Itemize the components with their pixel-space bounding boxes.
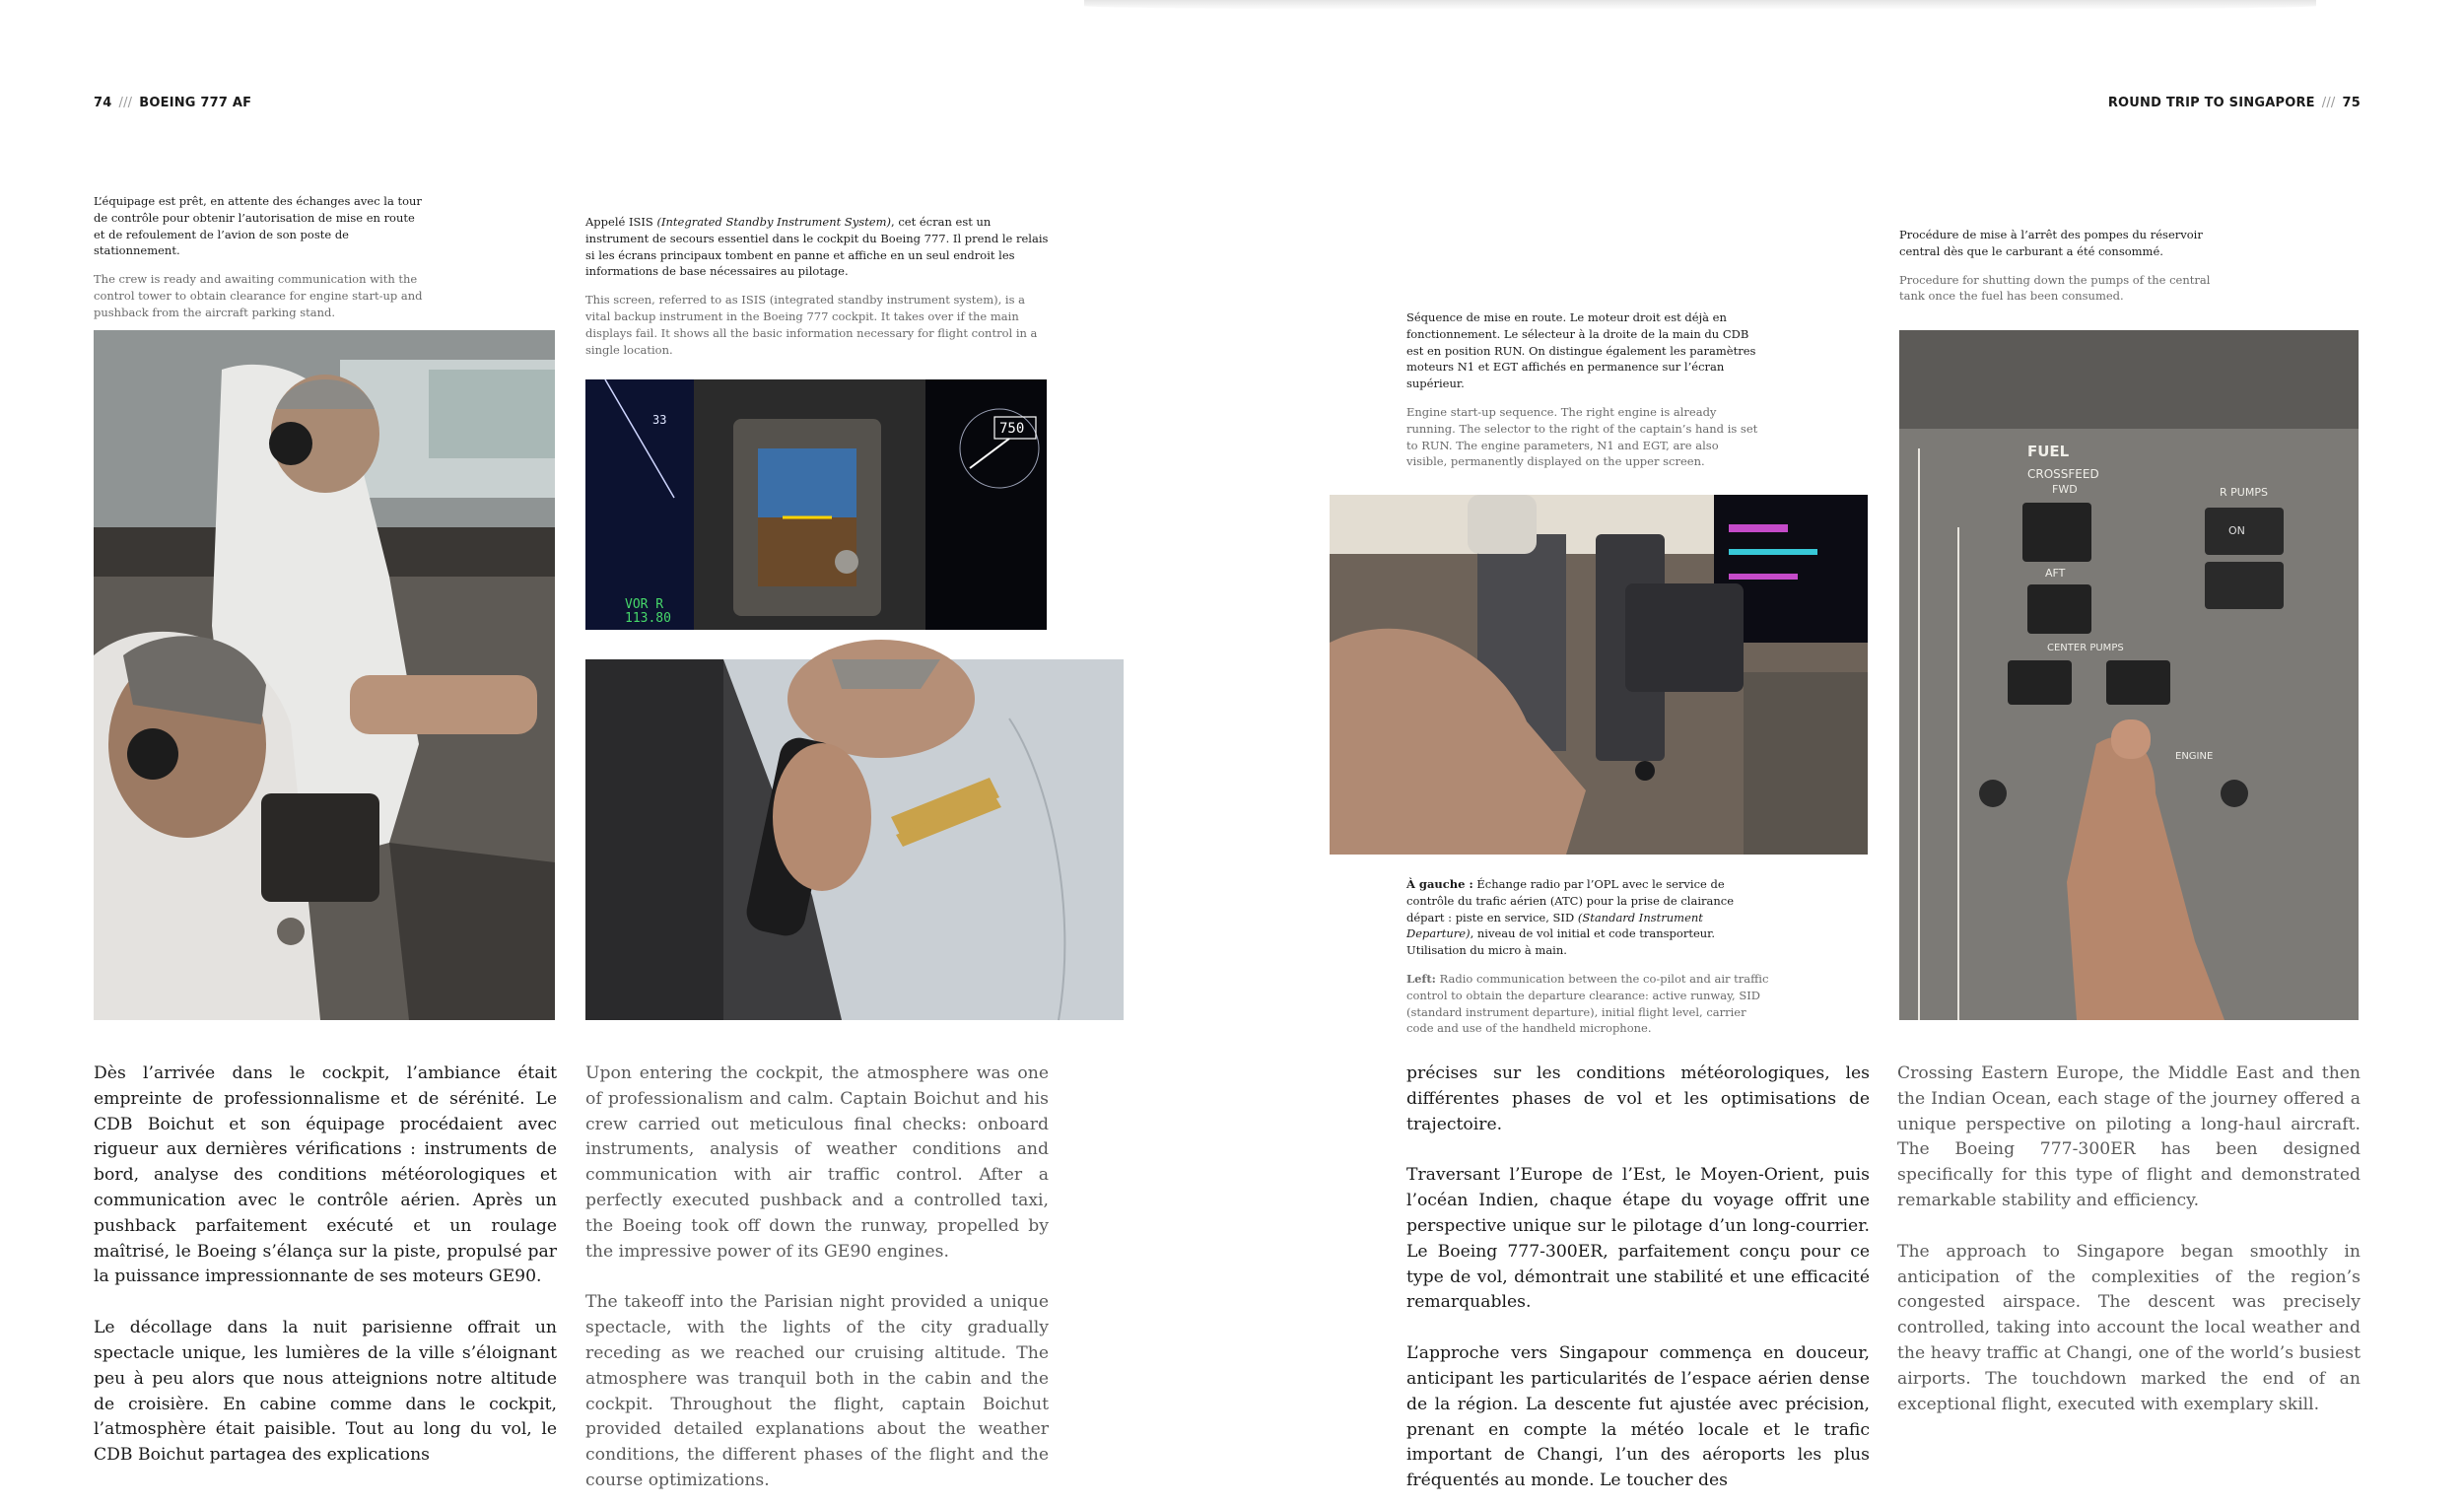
caption-crew-fr: L’équipage est prêt, en attente des échanges avec la tour de contrôle pour obtenir l’autorisation de mise en route et de refoulement de l’avion de son poste de stationnement. — [94, 194, 422, 258]
fuel-crossfeed-label: CROSSFEED — [2027, 467, 2099, 481]
fuel-r-pumps-label: R PUMPS — [2220, 486, 2268, 499]
right-running-title: ROUND TRIP TO SINGAPORE — [2107, 96, 2315, 110]
isis-vor-label: VOR R — [625, 597, 664, 612]
caption-fuel — [1899, 227, 2234, 305]
photo-crew-cockpit — [94, 330, 555, 1020]
body-col3-paragraph-3: L’approche vers Singapour commença en douceur, anticipant les particularités de l’espace aérien dense de la région. La descente fut ajustée avec précision, prenant en compte la météo locale et le trafic important de Changi, l’un des aéroports les plus fréquentés au monde. Le toucher des — [1406, 1343, 1870, 1491]
right-folio-separator: /// — [2321, 96, 2336, 110]
caption-fuel-en: Procedure for shutting down the pumps of the central tank once the fuel has been consumed. — [1899, 272, 2211, 304]
page-fold-shadow — [1084, 0, 2316, 10]
right-folio — [2108, 96, 2361, 110]
body-col4-paragraph-2: The approach to Singapore began smoothly in anticipation of the complexities of the region’s congested airspace. The descent was precisely controlled, taking into account the local weather and the heavy traffic at Changi, one of the world’s busiest airports. The touchdown marked the end of an exceptional flight, executed with exemplary skill. — [1897, 1241, 2361, 1414]
body-col3-paragraph-2: Traversant l’Europe de l’Est, le Moyen-Orient, puis l’océan Indien, chaque étape du voyage offrit une perspective unique sur le pilotage d’un long-courrier. Le Boeing 777-300ER, parfaitement conçu pour ce type de vol, démontrait une stabilité et une efficacité remarquables. — [1406, 1165, 1870, 1313]
left-folio-separator: /// — [118, 96, 133, 110]
caption-radio-fr — [1406, 876, 1771, 959]
caption-radio-fr-post: , niveau de vol initial et code transporteur. Utilisation du micro à main. — [1406, 926, 1716, 958]
body-column-2-en — [585, 1061, 1049, 1490]
fuel-panel-title: FUEL — [2027, 443, 2070, 460]
isis-vor-value: 113.80 — [625, 611, 671, 626]
fuel-on-label-1: ON — [2228, 524, 2245, 537]
fuel-fwd-label: FWD — [2052, 483, 2078, 496]
body-col4-paragraph-1: Crossing Eastern Europe, the Middle East and then the Indian Ocean, each stage of the journey offered a unique perspective on piloting a long-haul aircraft. The Boeing 777-300ER has been designed specifically for this type of flight and demonstrated remarkable stability and efficiency. — [1897, 1063, 2361, 1210]
fuel-aft-label: AFT — [2045, 567, 2066, 580]
photo-fuel-panel — [1899, 330, 2359, 1020]
caption-radio-en-label: Left: — [1406, 971, 1436, 986]
caption-startup-en: Engine start-up sequence. The right engine is already running. The selector to the right of the captain’s hand is set to RUN. The engine parameters, N1 and EGT, are also visible, permanently displayed on the upper screen. — [1406, 404, 1758, 469]
body-column-3-fr — [1406, 1061, 1870, 1491]
fuel-engine-label: ENGINE — [2175, 751, 2214, 762]
caption-crew-en: The crew is ready and awaiting communication with the control tower to obtain clearance for engine start-up and pushback from the aircraft parking stand. — [94, 272, 423, 319]
photo-engine-startup — [1330, 495, 1868, 855]
body-col1-paragraph-1: Dès l’arrivée dans le cockpit, l’ambiance était empreinte de professionnalisme et de sérénité. Le CDB Boichut et son équipage procédaient avec rigueur aux dernières vérifications : instruments de bord, analyse des conditions météorologiques et communication avec le contrôle aérien. Après un pushback parfaitement exécuté et un roulage maîtrisé, le Boeing s’élança sur la piste, propulsé par la puissance impressionnante de ses moteurs GE90. — [94, 1063, 557, 1287]
fuel-center-pumps-label: CENTER PUMPS — [2047, 643, 2124, 653]
caption-startup — [1406, 309, 1761, 470]
caption-radio-en-text: Radio communication between the co-pilot and air traffic control to obtain the departure clearance: active runway, SID (standard instrument departure), initial flight level, carrier code and use of the handheld microphone. — [1406, 971, 1769, 1036]
caption-radio-fr-pre: Échange radio par l’OPL avec le service de contrôle du trafic aérien (ATC) pour la prise de clairance départ : piste en service, SID — [1406, 877, 1735, 924]
caption-startup-fr: Séquence de mise en route. Le moteur droit est déjà en fonctionnement. Le sélecteur à la droite de la main du CDB est en position RUN. On distingue également les paramètres moteurs N1 et EGT affichés en permanence sur l’écran supérieur. — [1406, 310, 1756, 391]
body-col2-paragraph-2: The takeoff into the Parisian night provided a unique spectacle, with the lights of the city gradually receding as we reached our cruising altitude. The atmosphere was tranquil both in the cabin and the cockpit. Throughout the flight, captain Boichut provided detailed explanations about the weather conditions, the different phases of the flight and the course optimizations. — [585, 1292, 1049, 1490]
left-page-number: 74 — [94, 96, 112, 110]
caption-fuel-fr: Procédure de mise à l’arrêt des pompes du réservoir central dès que le carburant a été consommé. — [1899, 228, 2203, 258]
body-column-1-fr — [94, 1061, 557, 1466]
caption-radio-fr-label: À gauche : — [1406, 877, 1473, 891]
caption-isis-fr-italic: (Integrated Standby Instrument System) — [656, 215, 892, 229]
caption-isis-fr-pre: Appelé ISIS — [585, 215, 657, 229]
caption-radio — [1406, 876, 1771, 1037]
body-col2-paragraph-1: Upon entering the cockpit, the atmosphere was one of professionalism and calm. Captain Boichut and his crew carried out meticulous final checks: onboard instruments, analysis of weather conditions and communication with air traffic control. After a perfectly executed pushback and a controlled taxi, the Boeing took off down the runway, propelled by the impressive power of its GE90 engines. — [585, 1063, 1049, 1262]
body-col3-paragraph-1: précises sur les conditions météorologiques, les différentes phases de vol et les optimisations de trajectoire. — [1406, 1063, 1870, 1134]
isis-top-tick: 33 — [652, 413, 667, 427]
caption-isis-fr — [585, 214, 1049, 280]
photo-copilot-microphone — [585, 659, 1124, 1020]
right-page-number: 75 — [2342, 96, 2361, 110]
body-col1-paragraph-2: Le décollage dans la nuit parisienne offrait un spectacle unique, les lumières de la ville s’éloignant peu à peu alors que nous atteignions notre altitude de croisière. En cabine comme dans le cockpit, l’atmosphère était paisible. Tout au long du vol, le CDB Boichut partagea des explications — [94, 1318, 557, 1466]
caption-radio-fr-italic: (Standard Instrument Departure) — [1406, 910, 1703, 941]
left-running-title: BOEING 777 AF — [139, 96, 252, 110]
caption-radio-en — [1406, 971, 1771, 1037]
caption-isis-fr-post: , cet écran est un instrument de secours essentiel dans le cockpit du Boeing 777. Il prend le relais si les écrans principaux tombent en panne et affiche en un seul endroit les informations de base nécessaires au pilotage. — [585, 215, 1049, 279]
left-folio — [94, 96, 251, 110]
body-column-4-en — [1897, 1061, 2361, 1466]
isis-speed-readout: 750 — [999, 421, 1025, 437]
photo-isis-instrument — [585, 379, 1047, 630]
caption-isis — [585, 214, 1049, 358]
caption-crew — [94, 193, 429, 321]
caption-isis-en: This screen, referred to as ISIS (integrated standby instrument system), is a vital backup instrument in the Boeing 777 cockpit. It takes over if the main displays fail. It shows all the basic information necessary for flight control in a single location. — [585, 293, 1038, 357]
